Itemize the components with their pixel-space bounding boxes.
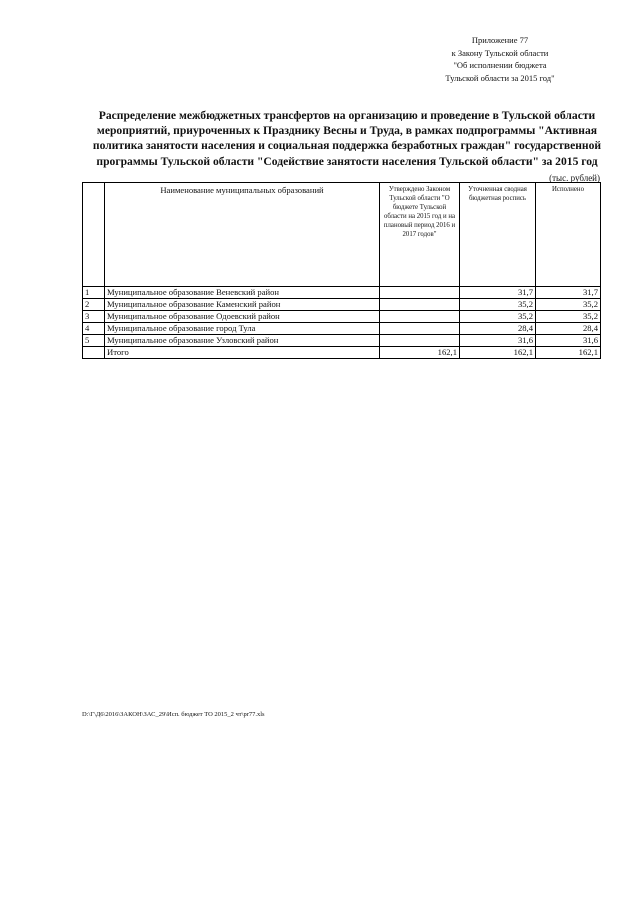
table-header-row [83,183,601,287]
header-executed: Исполнено [536,183,601,287]
appendix-line: "Об исполнении бюджета [453,60,547,70]
row-executed: 31,6 [536,335,601,347]
appendix-line: к Закону Тульской области [451,47,549,58]
file-path-footer: D:\Г\Д6\2016\ЗАКОН\ЗАС_29\Исп. бюджет ТО 2015_2 чт\pr77.xls [82,711,265,718]
transfers-table [82,182,601,359]
units-label: (тыс. рублей) [549,173,600,183]
row-name: Муниципальное образование Каменский район [105,299,380,311]
total-revised: 162,1 [460,347,536,359]
row-approved [380,311,460,323]
total-executed: 162,1 [536,347,601,359]
table-row [83,323,601,335]
row-index: 5 [83,335,105,347]
header-approved: Утверждено Законом Тульской области "О бюджете Тульской области на 2015 год и на плановый период 2016 и 2017 годов" [380,183,460,287]
table-row [83,299,601,311]
row-approved [380,287,460,299]
row-approved [380,323,460,335]
total-approved: 162,1 [380,347,460,359]
row-revised: 35,2 [460,311,536,323]
row-index: 3 [83,311,105,323]
header-name: Наименование муниципальных образований [105,183,380,287]
appendix-line: Приложение 77 [471,35,529,45]
table-total-row [83,347,601,359]
row-revised: 35,2 [460,299,536,311]
header-revised: Уточненная сводная бюджетная роспись [460,183,536,287]
row-name: Муниципальное образование Узловский район [105,335,380,347]
row-revised: 31,7 [460,287,536,299]
total-label: Итого [105,347,380,359]
total-index [83,347,105,359]
row-approved [380,335,460,347]
header-index [83,183,105,287]
table-row [83,287,601,299]
table-row [83,335,601,347]
table-row [83,311,601,323]
row-name: Муниципальное образование Веневский район [105,287,380,299]
appendix-line: Тульской области за 2015 год" [445,72,555,83]
row-index: 1 [83,287,105,299]
document-title: Распределение межбюджетных трансфертов на организацию и проведение в Тульской области мероприятий, приуроченных к Празднику Весны и Труда, в рамках подпрограммы "Активная политика занятости населения и социальная поддержка безработных граждан" государственной программы Тульской области "Содействие занятости населения Тульской области" за 2015 год [92,109,602,168]
row-executed: 28,4 [536,323,601,335]
row-index: 2 [83,299,105,311]
row-name: Муниципальное образование Одоевский район [105,311,380,323]
row-revised: 31,6 [460,335,536,347]
appendix-header [400,34,600,84]
row-executed: 35,2 [536,299,601,311]
row-executed: 35,2 [536,311,601,323]
row-name: Муниципальное образование город Тула [105,323,380,335]
row-approved [380,299,460,311]
row-executed: 31,7 [536,287,601,299]
row-index: 4 [83,323,105,335]
row-revised: 28,4 [460,323,536,335]
